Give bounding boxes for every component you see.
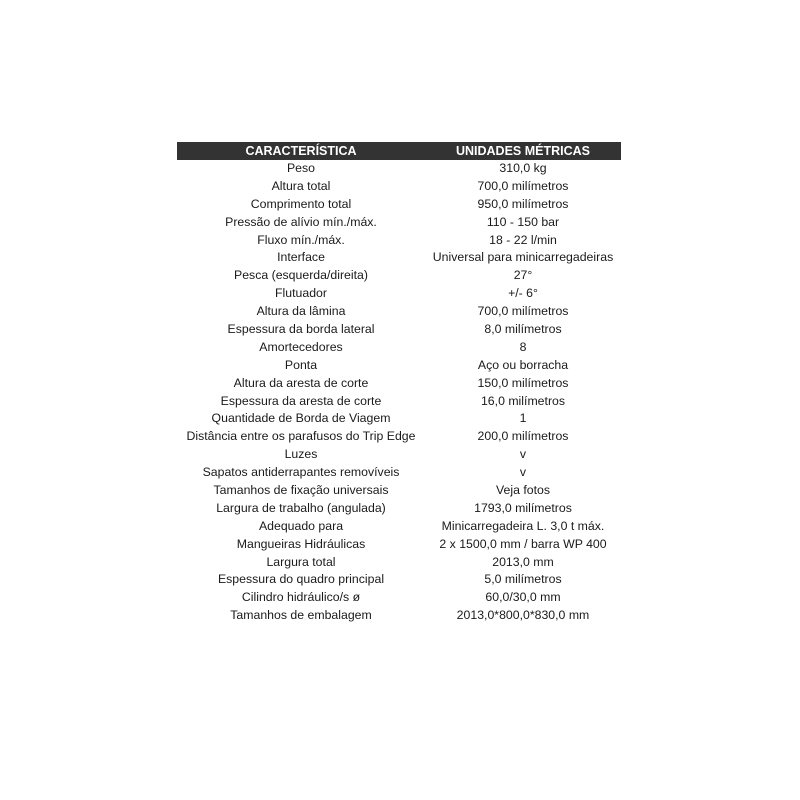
metric-value-cell: +/- 6° bbox=[508, 286, 538, 301]
table-row bbox=[177, 321, 621, 339]
metric-value-cell: 60,0/30,0 mm bbox=[485, 590, 561, 605]
table-row bbox=[177, 393, 621, 411]
characteristic-cell: Tamanhos de embalagem bbox=[230, 608, 372, 623]
table-row bbox=[177, 554, 621, 572]
table-row bbox=[177, 410, 621, 428]
metric-value-cell: 2 x 1500,0 mm / barra WP 400 bbox=[439, 536, 607, 551]
table-header bbox=[177, 142, 621, 160]
characteristic-cell: Ponta bbox=[284, 357, 318, 372]
metric-value-cell: Minicarregadeira L. 3,0 t máx. bbox=[441, 518, 605, 533]
table-row bbox=[177, 482, 621, 500]
table-row bbox=[177, 375, 621, 393]
table-body bbox=[177, 160, 621, 625]
characteristic-cell: Espessura da aresta de corte bbox=[220, 393, 382, 408]
table-row bbox=[177, 160, 621, 178]
metric-value-cell: 27° bbox=[513, 268, 533, 283]
table-row bbox=[177, 518, 621, 536]
table-row bbox=[177, 500, 621, 518]
table-row bbox=[177, 303, 621, 321]
metric-value-cell: 950,0 milímetros bbox=[477, 196, 569, 211]
table-row bbox=[177, 232, 621, 250]
table-row bbox=[177, 178, 621, 196]
characteristic-cell: Peso bbox=[286, 161, 316, 175]
characteristic-cell: Distância entre os parafusos do Trip Edge bbox=[186, 429, 416, 444]
metric-value-cell: 18 - 22 l/min bbox=[489, 232, 557, 247]
characteristic-cell: Comprimento total bbox=[250, 196, 352, 211]
metric-value-cell: Aço ou borracha bbox=[477, 357, 569, 372]
characteristic-cell: Adequado para bbox=[258, 518, 344, 533]
characteristic-cell: Largura de trabalho (angulada) bbox=[216, 500, 386, 515]
table-row bbox=[177, 589, 621, 607]
characteristic-cell: Quantidade de Borda de Viagem bbox=[211, 411, 391, 426]
characteristic-cell: Mangueiras Hidráulicas bbox=[236, 536, 366, 551]
metric-value-cell: 5,0 milímetros bbox=[484, 572, 562, 587]
table-row bbox=[177, 285, 621, 303]
table-row bbox=[177, 428, 621, 446]
spec-table bbox=[177, 142, 621, 625]
table-row bbox=[177, 446, 621, 464]
metric-value-cell: 1793,0 milímetros bbox=[474, 500, 572, 515]
table-row bbox=[177, 571, 621, 589]
characteristic-cell: Pressão de alívio mín./máx. bbox=[225, 214, 377, 229]
metric-value-cell: 2013,0*800,0*830,0 mm bbox=[456, 608, 590, 623]
characteristic-cell: Altura total bbox=[271, 178, 331, 193]
characteristic-cell: Espessura da borda lateral bbox=[227, 322, 375, 337]
characteristic-cell: Altura da aresta de corte bbox=[233, 375, 369, 390]
table-row bbox=[177, 464, 621, 482]
header-metric-units: UNIDADES MÉTRICAS bbox=[455, 144, 591, 158]
metric-value-cell: 310,0 kg bbox=[499, 161, 547, 175]
table-row bbox=[177, 249, 621, 267]
table-row bbox=[177, 196, 621, 214]
characteristic-cell: Altura da lâmina bbox=[256, 304, 346, 319]
table-row bbox=[177, 607, 621, 625]
characteristic-cell: Largura total bbox=[266, 554, 336, 569]
characteristic-cell: Amortecedores bbox=[259, 339, 343, 354]
header-characteristic: CARACTERÍSTICA bbox=[245, 144, 357, 158]
characteristic-cell: Espessura do quadro principal bbox=[217, 572, 385, 587]
metric-value-cell: Universal para minicarregadeiras bbox=[432, 250, 614, 265]
metric-value-cell: v bbox=[519, 465, 527, 480]
metric-value-cell: 200,0 milímetros bbox=[477, 429, 569, 444]
characteristic-cell: Luzes bbox=[284, 447, 318, 462]
table-row bbox=[177, 339, 621, 357]
characteristic-cell: Interface bbox=[277, 250, 325, 265]
table-row bbox=[177, 536, 621, 554]
characteristic-cell: Sapatos antiderrapantes removíveis bbox=[202, 465, 400, 480]
metric-value-cell: 700,0 milímetros bbox=[477, 178, 569, 193]
metric-value-cell: Veja fotos bbox=[495, 483, 550, 498]
metric-value-cell: v bbox=[519, 447, 527, 462]
characteristic-cell: Tamanhos de fixação universais bbox=[213, 483, 389, 498]
metric-value-cell: 1 bbox=[519, 411, 527, 426]
characteristic-cell: Flutuador bbox=[275, 286, 327, 301]
characteristic-cell: Fluxo mín./máx. bbox=[257, 232, 345, 247]
metric-value-cell: 8,0 milímetros bbox=[484, 322, 562, 337]
metric-value-cell: 2013,0 mm bbox=[492, 554, 554, 569]
metric-value-cell: 150,0 milímetros bbox=[477, 375, 569, 390]
table-row bbox=[177, 214, 621, 232]
metric-value-cell: 8 bbox=[519, 339, 527, 354]
characteristic-cell: Cilindro hidráulico/s ø bbox=[241, 590, 361, 605]
table-row bbox=[177, 267, 621, 285]
metric-value-cell: 700,0 milímetros bbox=[477, 304, 569, 319]
metric-value-cell: 110 - 150 bar bbox=[486, 214, 560, 229]
metric-value-cell: 16,0 milímetros bbox=[480, 393, 566, 408]
characteristic-cell: Pesca (esquerda/direita) bbox=[234, 268, 368, 283]
table-row bbox=[177, 357, 621, 375]
